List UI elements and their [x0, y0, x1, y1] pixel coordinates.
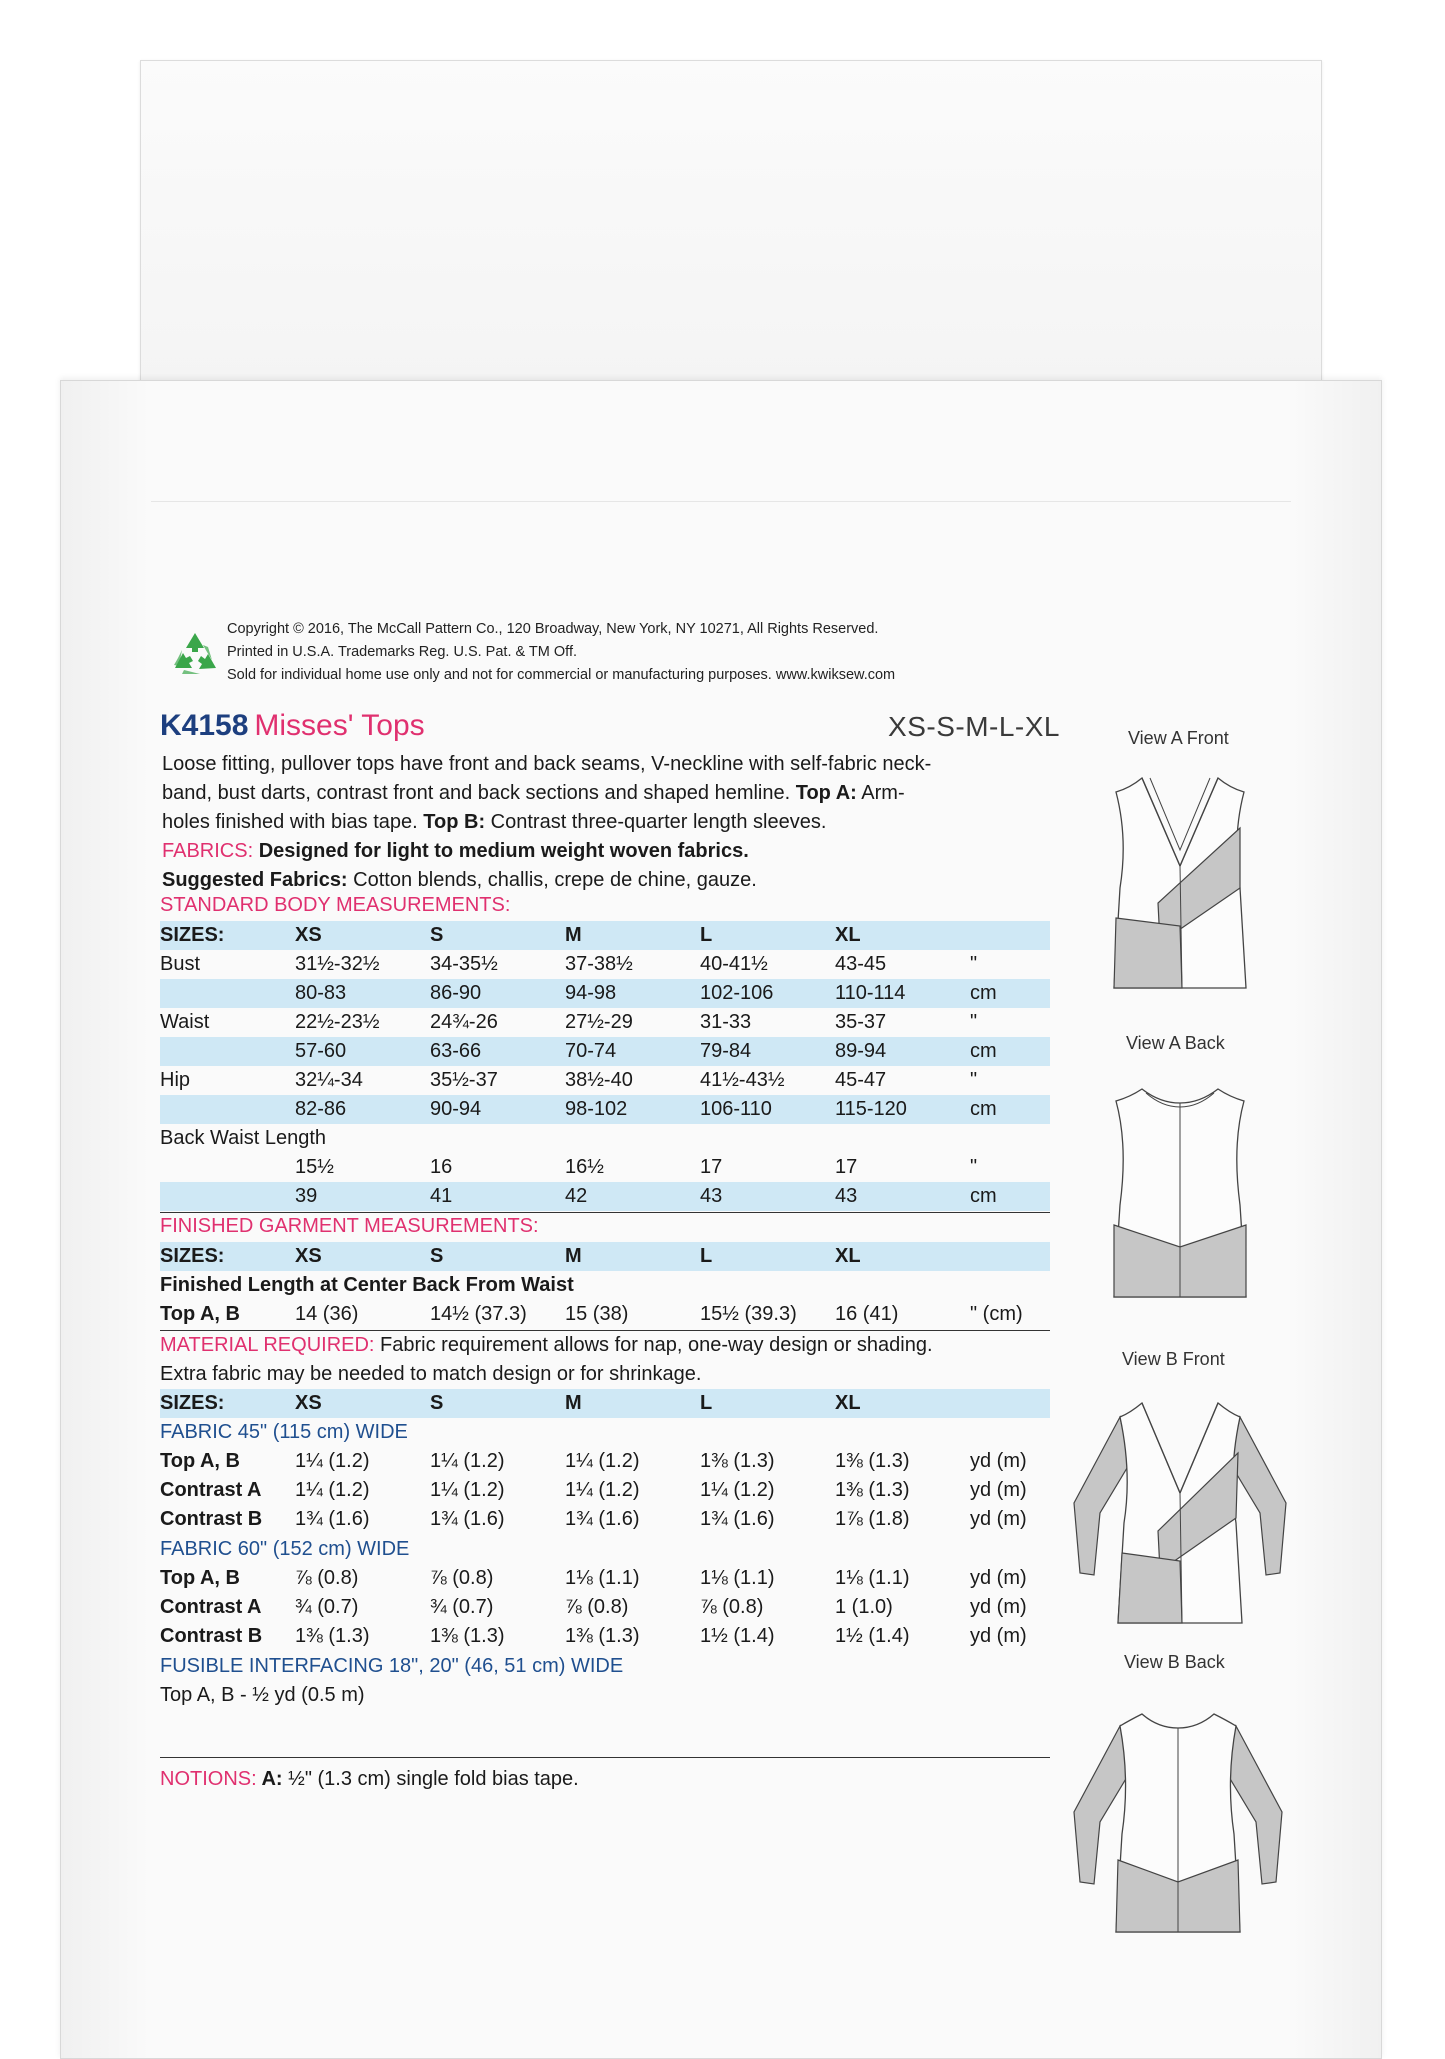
material-note-row: Extra fabric may be needed to match design or for shrinkage. [160, 1363, 702, 1385]
table-row: Bust 31½-32½ 34-35½ 37-38½ 40-41½ 43-45 " [160, 953, 978, 975]
description-line: holes finished with bias tape. Top B: Contrast three-quarter length sleeves. [162, 811, 827, 833]
suggested-fabrics-label: Suggested Fabrics: [162, 869, 348, 891]
table-row: Contrast B 1⅜ (1.3) 1⅜ (1.3) 1⅜ (1.3) 1½ (1.4) 1½ (1.4) yd (m) [160, 1625, 1027, 1647]
copyright-line-2: Printed in U.S.A. Trademarks Reg. U.S. Pat. & TM Off. [227, 644, 578, 660]
fabric-45-heading: FABRIC 45" (115 cm) WIDE [160, 1421, 408, 1443]
copyright-line-1: Copyright © 2016, The McCall Pattern Co., 120 Broadway, New York, NY 10271, All Rights Reserved. [227, 621, 879, 637]
fabric-60-heading: FABRIC 60" (152 cm) WIDE [160, 1538, 410, 1560]
copyright-text [227, 618, 895, 687]
size-header: XS [295, 924, 322, 946]
table-row: Top A, B 1¼ (1.2) 1¼ (1.2) 1¼ (1.2) 1⅜ (1.3) 1⅜ (1.3) yd (m) [160, 1450, 1027, 1472]
finished-subheading: Finished Length at Center Back From Waist [160, 1274, 574, 1296]
size-header: M [565, 924, 582, 946]
table-row: Contrast A ¾ (0.7) ¾ (0.7) ⅞ (0.8) ⅞ (0.8) 1 (1.0) yd (m) [160, 1596, 1027, 1618]
standard-measurements-heading: STANDARD BODY MEASUREMENTS: [160, 894, 511, 916]
view-a-back-label: View A Back [1126, 1033, 1225, 1053]
finished-measurements-heading: FINISHED GARMENT MEASUREMENTS: [160, 1215, 539, 1237]
table-row: Hip 32¼-34 35½-37 38½-40 41½-43½ 45-47 " [160, 1069, 978, 1091]
material-heading-row: MATERIAL REQUIRED: Fabric requirement allows for nap, one-way design or shading. [160, 1334, 933, 1356]
notions-label: NOTIONS: [160, 1768, 257, 1790]
view-b-back-label: View B Back [1124, 1652, 1225, 1672]
divider [160, 1212, 1050, 1213]
table-row: Contrast A 1¼ (1.2) 1¼ (1.2) 1¼ (1.2) 1¼ (1.2) 1⅜ (1.3) yd (m) [160, 1479, 1027, 1501]
description-line: band, bust darts, contrast front and back sections and shaped hemline. Top A: Arm- [162, 782, 905, 804]
description-line: Loose fitting, pullover tops have front and back seams, V-neckline with self-fabric neck- [162, 753, 932, 775]
copyright-block [160, 612, 1060, 682]
suggested-fabrics-line: Suggested Fabrics: Cotton blends, challis, crepe de chine, gauze. [162, 869, 757, 891]
interfacing-heading: FUSIBLE INTERFACING 18", 20" (46, 51 cm) WIDE [160, 1655, 624, 1677]
divider [160, 1757, 1050, 1758]
pattern-description [162, 750, 1067, 895]
material-heading: MATERIAL REQUIRED: [160, 1334, 375, 1356]
size-header: L [700, 924, 713, 946]
view-a-front-illustration [1100, 768, 1260, 1008]
pattern-number: K4158 [160, 709, 249, 742]
size-range: XS-S-M-L-XL [888, 711, 1060, 742]
fabrics-label: FABRICS: [162, 840, 254, 862]
sizes-label: SIZES: [160, 924, 225, 946]
view-b-back-illustration [1058, 1700, 1298, 1950]
fabrics-line: FABRICS: Designed for light to medium weight woven fabrics. [162, 840, 749, 862]
finished-sizes-row: SIZES: XS S M L XL [160, 1242, 1050, 1271]
view-b-front-label: View B Front [1122, 1349, 1225, 1369]
notions-row: NOTIONS: A: ½" (1.3 cm) single fold bias tape. [160, 1768, 579, 1790]
copyright-line-3: Sold for individual home use only and not for commercial or manufacturing purposes. www.kwiksew.com [227, 667, 896, 683]
pattern-title: Misses' Tops [254, 709, 425, 742]
standard-sizes-row [160, 921, 1050, 950]
table-row: 80-83 86-90 94-98 102-106 110-114 cm [160, 979, 1050, 1008]
material-sizes-row: SIZES: XS S M L XL [160, 1389, 1050, 1418]
size-header: S [430, 924, 444, 946]
table-row: Contrast B 1¾ (1.6) 1¾ (1.6) 1¾ (1.6) 1¾ (1.6) 1⅞ (1.8) yd (m) [160, 1508, 1027, 1530]
table-row: 57-60 63-66 70-74 79-84 89-94 cm [160, 1037, 1050, 1066]
table-row: 82-86 90-94 98-102 106-110 115-120 cm [160, 1095, 1050, 1124]
view-a-back-illustration [1100, 1075, 1260, 1315]
table-row: Top A, B ⅞ (0.8) ⅞ (0.8) 1⅛ (1.1) 1⅛ (1.1) 1⅛ (1.1) yd (m) [160, 1567, 1027, 1589]
pattern-title-row [160, 709, 1060, 749]
table-row: 39 41 42 43 43 cm [160, 1182, 1050, 1211]
table-row: 15½ 16 16½ 17 17 " [295, 1156, 978, 1178]
interfacing-row: Top A, B - ½ yd (0.5 m) [160, 1684, 365, 1706]
size-header: XL [835, 924, 861, 946]
table-row: Top A, B 14 (36) 14½ (37.3) 15 (38) 15½ (39.3) 16 (41) " (cm) [160, 1303, 1023, 1325]
envelope-inner-flap [151, 441, 1291, 502]
recycle-icon [170, 630, 220, 680]
table-row: Waist 22½-23½ 24¾-26 27½-29 31-33 35-37 " [160, 1011, 978, 1033]
view-a-front-label: View A Front [1128, 728, 1229, 748]
back-waist-label-row: Back Waist Length [160, 1127, 327, 1149]
view-b-front-illustration [1060, 1393, 1300, 1643]
envelope-left-seam [61, 381, 151, 2058]
envelope-right-seam [1291, 381, 1381, 2058]
